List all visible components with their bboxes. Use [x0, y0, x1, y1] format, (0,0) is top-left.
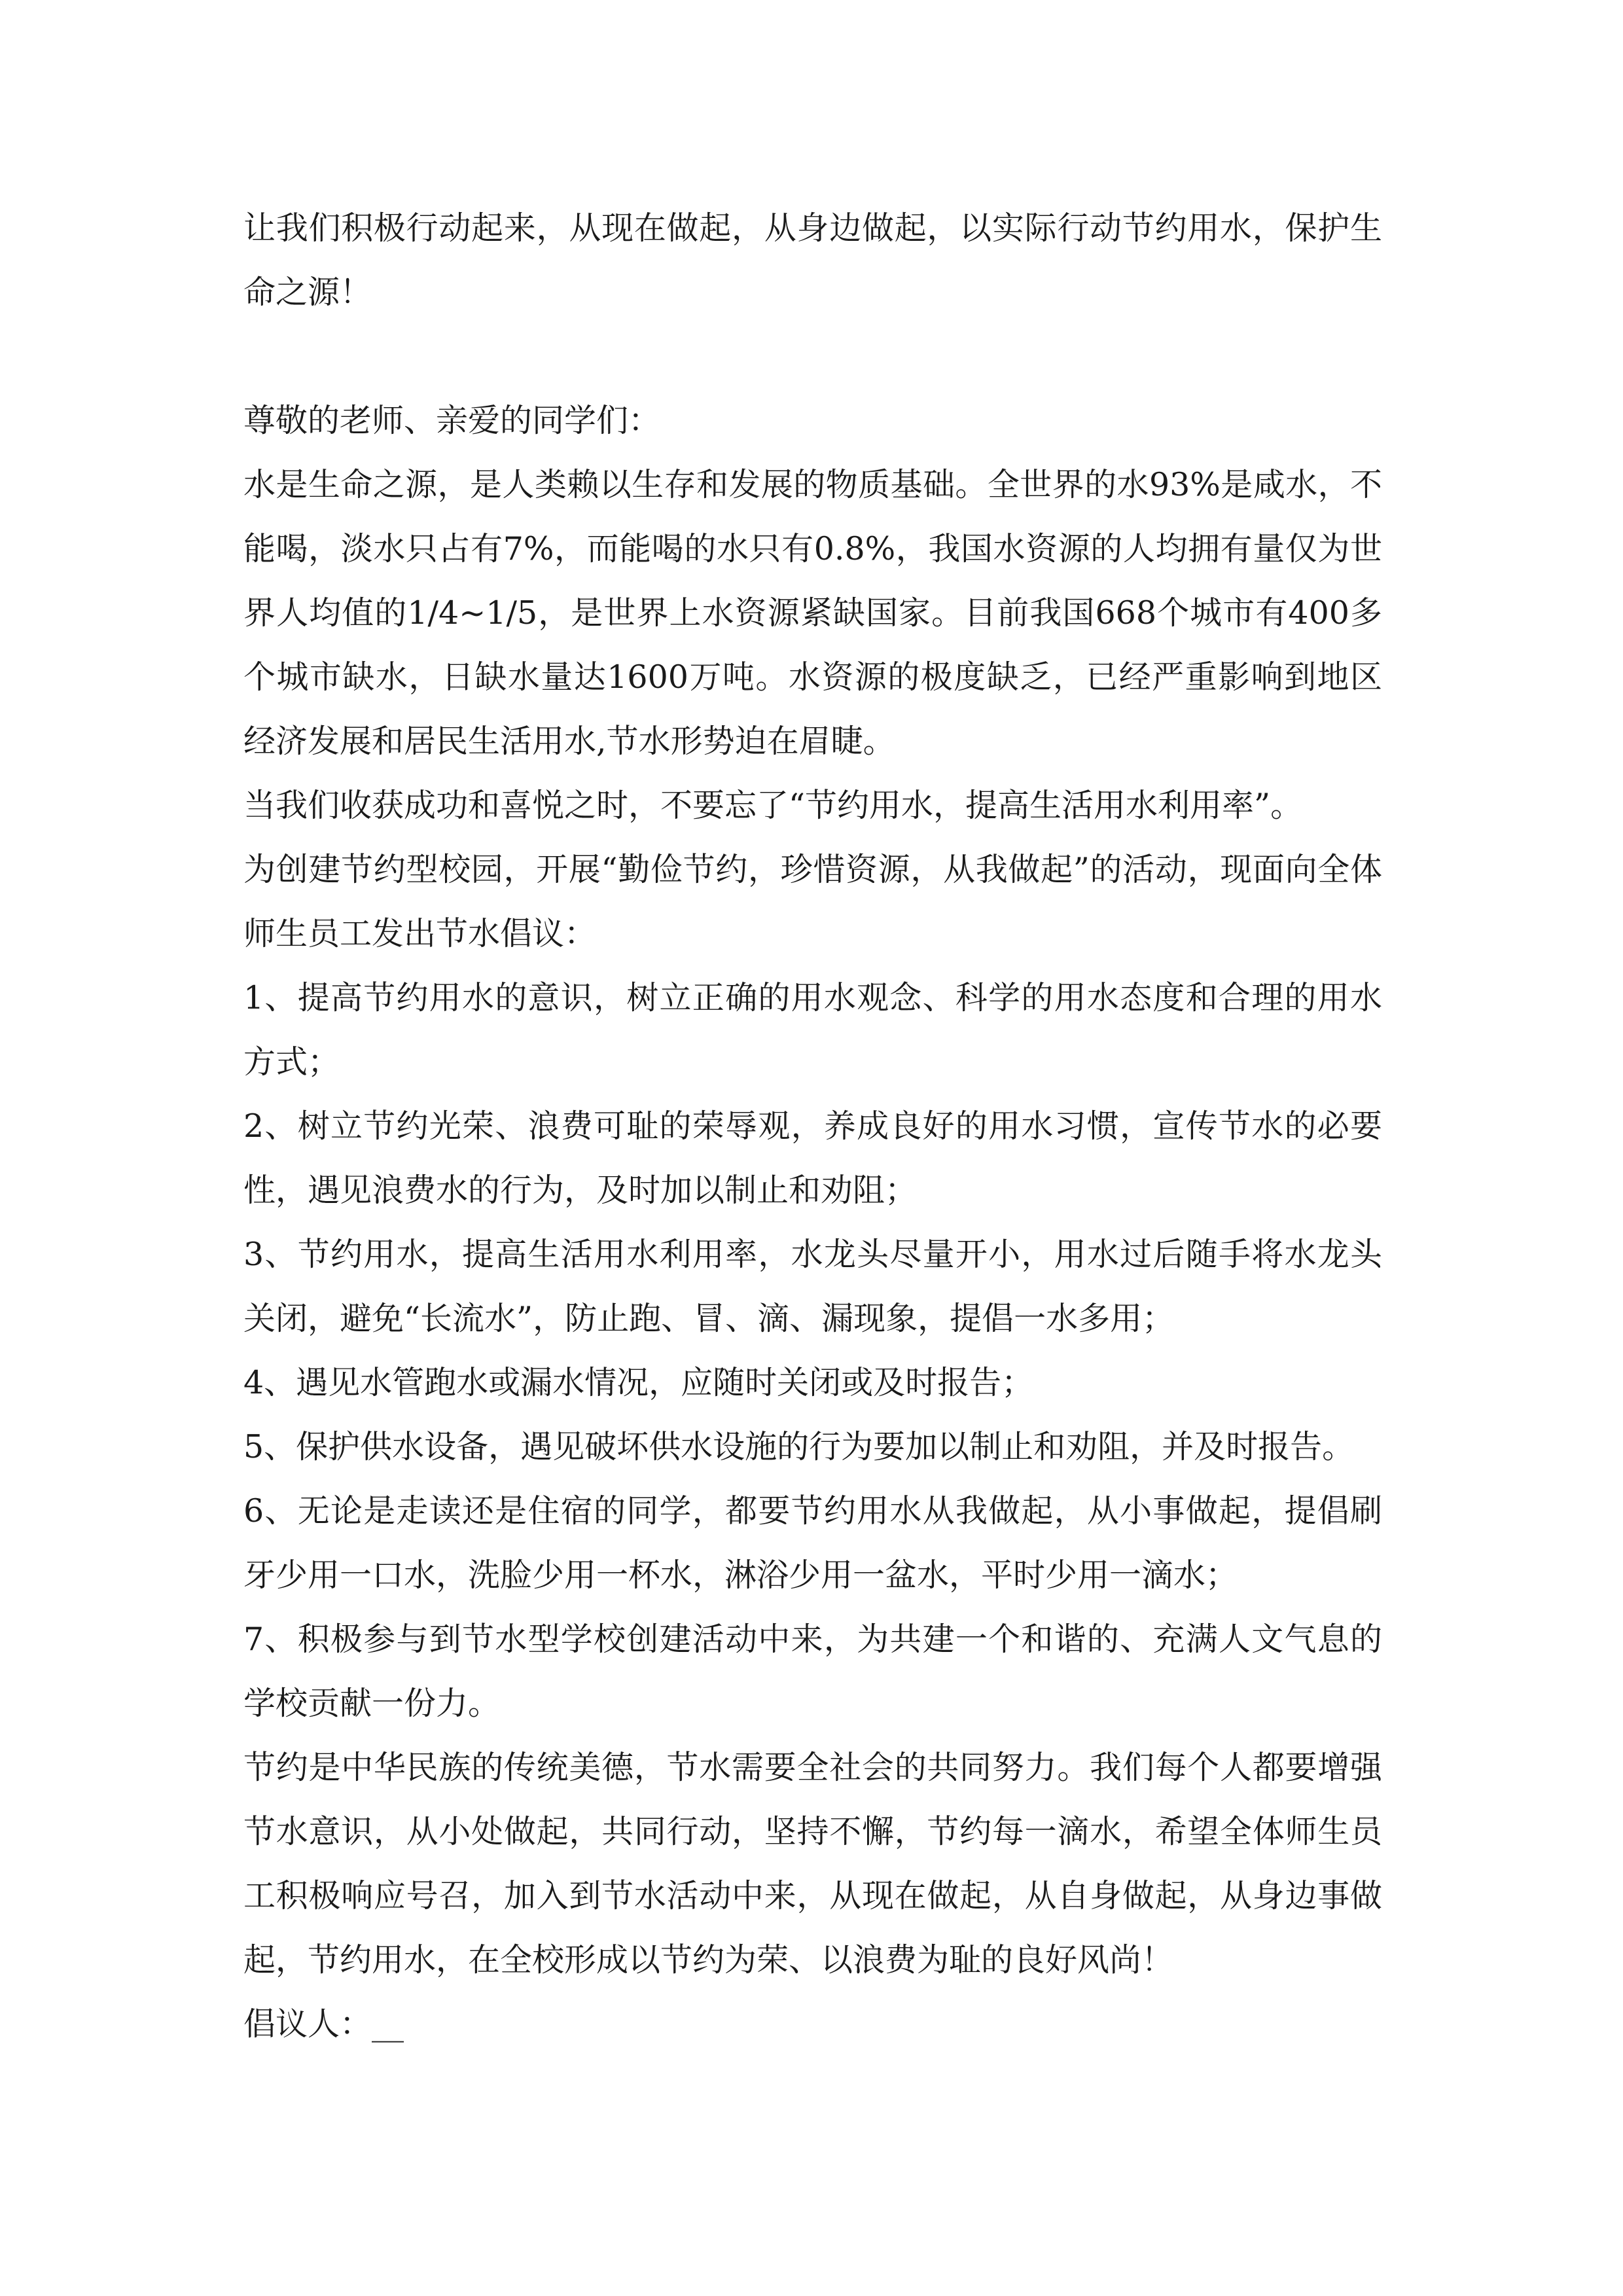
greeting: 尊敬的老师、亲爱的同学们： [243, 402, 661, 439]
proposal-item-6: 6、无论是走读还是住宿的同学，都要节约用水从我做起，从小事做起，提倡刷牙少用一口水，洗脸少用一杯水，淋浴少用一盆水，平时少用一滴水； [243, 1492, 1382, 1594]
proposal-item-5: 5、保护供水设备，遇见破坏供水设施的行为要加以制止和劝阻，并及时报告。 [243, 1428, 1355, 1465]
paragraph-gap [243, 325, 1382, 389]
paragraph-initiative: 为创建节约型校园，开展“勤俭节约，珍惜资源，从我做起”的活动，现面向全体师生员工发出节水倡议： [243, 851, 1382, 952]
proposal-item-2: 2、树立节约光荣、浪费可耻的荣辱观，养成良好的用水习惯，宣传节水的必要性，遇见浪费水的行为，及时加以制止和劝阻； [243, 1107, 1382, 1209]
paragraph-reminder: 当我们收获成功和喜悦之时，不要忘了“节约用水，提高生活用水利用率”。 [243, 787, 1303, 824]
closing-paragraph: 节约是中华民族的传统美德，节水需要全社会的共同努力。我们每个人都要增强节水意识，从小处做起，共同行动，坚持不懈，节约每一滴水，希望全体师生员工积极响应号召，加入到节水活动中来，从现在做起，从自身做起，从身边事做起，节约用水，在全校形成以节约为荣、以浪费为耻的良好风尚！ [243, 1749, 1382, 1979]
paragraph-water-facts: 水是生命之源，是人类赖以生存和发展的物质基础。全世界的水93%是咸水，不能喝，淡水只占有7%，而能喝的水只有0.8%，我国水资源的人均拥有量仅为世界人均值的1/4~1/5，是世界上水资源紧缺国家。目前我国668个城市有400多个城市缺水，日缺水量达1600万吨。水资源的极度缺乏，已经严重影响到地区经济发展和居民生活用水,节水形势迫在眉睫。 [243, 466, 1382, 760]
document-body [243, 196, 1382, 2056]
intro-call: 让我们积极行动起来，从现在做起，从身边做起，以实际行动节约用水，保护生命之源！ [243, 209, 1382, 311]
signature-line [243, 1992, 1382, 2056]
proposal-item-7: 7、积极参与到节水型学校创建活动中来，为共建一个和谐的、充满人文气息的学校贡献一份力。 [243, 1621, 1382, 1722]
proposal-item-3: 3、节约用水，提高生活用水利用率，水龙头尽量开小，用水过后随手将水龙头关闭，避免“长流水”，防止跑、冒、滴、漏现象，提倡一水多用； [243, 1236, 1382, 1337]
signature-text: 倡议人：__ [243, 2005, 404, 2043]
proposal-item-4: 4、遇见水管跑水或漏水情况，应随时关闭或及时报告； [243, 1364, 1034, 1401]
proposal-item-1: 1、提高节约用水的意识，树立正确的用水观念、科学的用水态度和合理的用水方式； [243, 979, 1382, 1081]
